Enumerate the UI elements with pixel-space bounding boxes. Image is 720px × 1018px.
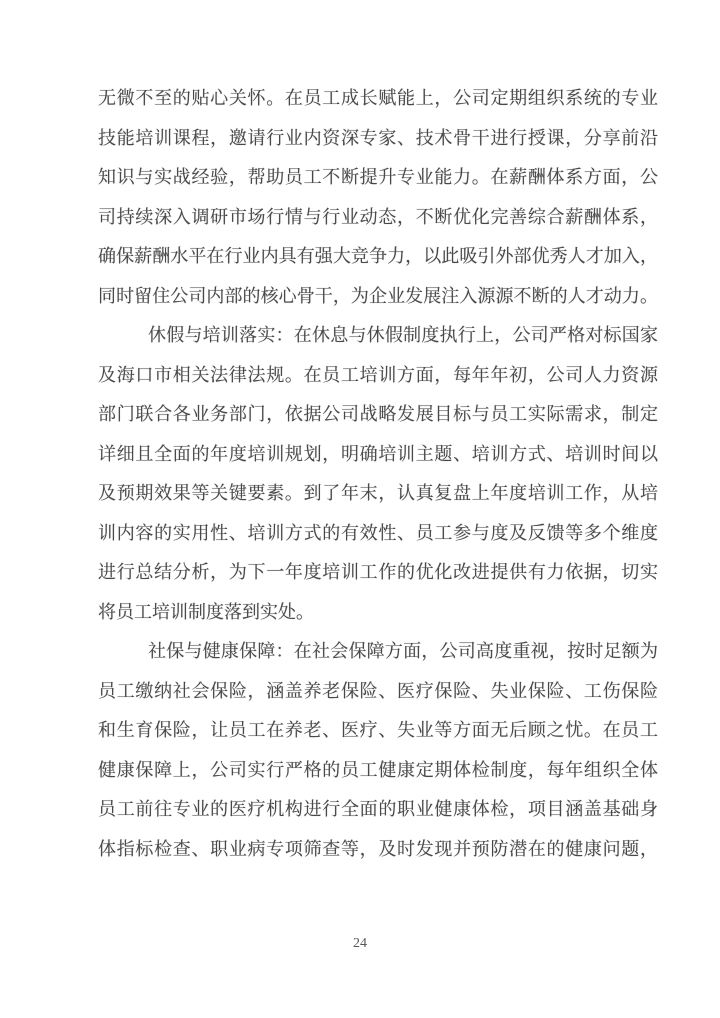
text-line: 详细且全面的年度培训规划，明确培训主题、培训方式、培训时间以 [98, 443, 658, 464]
text-line: 进行总结分析，为下一年度培训工作的优化改进提供有力依据，切实 [98, 562, 658, 582]
text-line: 知识与实战经验，帮助员工不断提升专业能力。在薪酬体系方面，公 [98, 167, 658, 187]
text-line: 部门联合各业务部门，依据公司战略发展目标与员工实际需求，制定 [98, 404, 658, 424]
document-text-block [98, 79, 658, 869]
text-line: 及海口市相关法律法规。在员工培训方面，每年年初，公司人力资源 [98, 364, 658, 385]
text-line: 员工缴纳社会保险，涵盖养老保险、医疗保险、失业保险、工伤保险 [98, 680, 658, 701]
text-line: 社保与健康保障：在社会保障方面，公司高度重视，按时足额为 [148, 641, 658, 661]
text-line: 训内容的实用性、培训方式的有效性、员工参与度及反馈等多个维度 [98, 522, 658, 543]
text-line: 司持续深入调研市场行情与行业动态，不断优化完善综合薪酬体系， [98, 206, 658, 227]
text-line: 体指标检查、职业病专项筛查等，及时发现并预防潜在的健康问题， [98, 838, 658, 859]
text-line: 及预期效果等关键要素。到了年末，认真复盘上年度培训工作，从培 [98, 483, 658, 503]
text-line: 技能培训课程，邀请行业内资深专家、技术骨干进行授课，分享前沿 [98, 127, 658, 148]
paragraph [98, 79, 658, 316]
paragraph [98, 316, 658, 632]
page-footer [0, 934, 720, 952]
text-line: 休假与培训落实：在休息与休假制度执行上，公司严格对标国家 [148, 325, 658, 345]
text-line: 同时留住公司内部的核心骨干，为企业发展注入源源不断的人才动力。 [98, 285, 658, 306]
text-line: 和生育保险，让员工在养老、医疗、失业等方面无后顾之忧。在员工 [98, 720, 658, 740]
text-line: 将员工培训制度落到实处。 [98, 601, 314, 622]
paragraph [98, 632, 658, 869]
text-line: 确保薪酬水平在行业内具有强大竞争力，以此吸引外部优秀人才加入， [98, 246, 658, 266]
text-line: 无微不至的贴心关怀。在员工成长赋能上，公司定期组织系统的专业 [98, 88, 658, 108]
text-line: 员工前往专业的医疗机构进行全面的职业健康体检，项目涵盖基础身 [98, 799, 658, 819]
text-line: 健康保障上，公司实行严格的员工健康定期体检制度，每年组织全体 [98, 759, 658, 780]
page-number: 24 [353, 936, 367, 951]
